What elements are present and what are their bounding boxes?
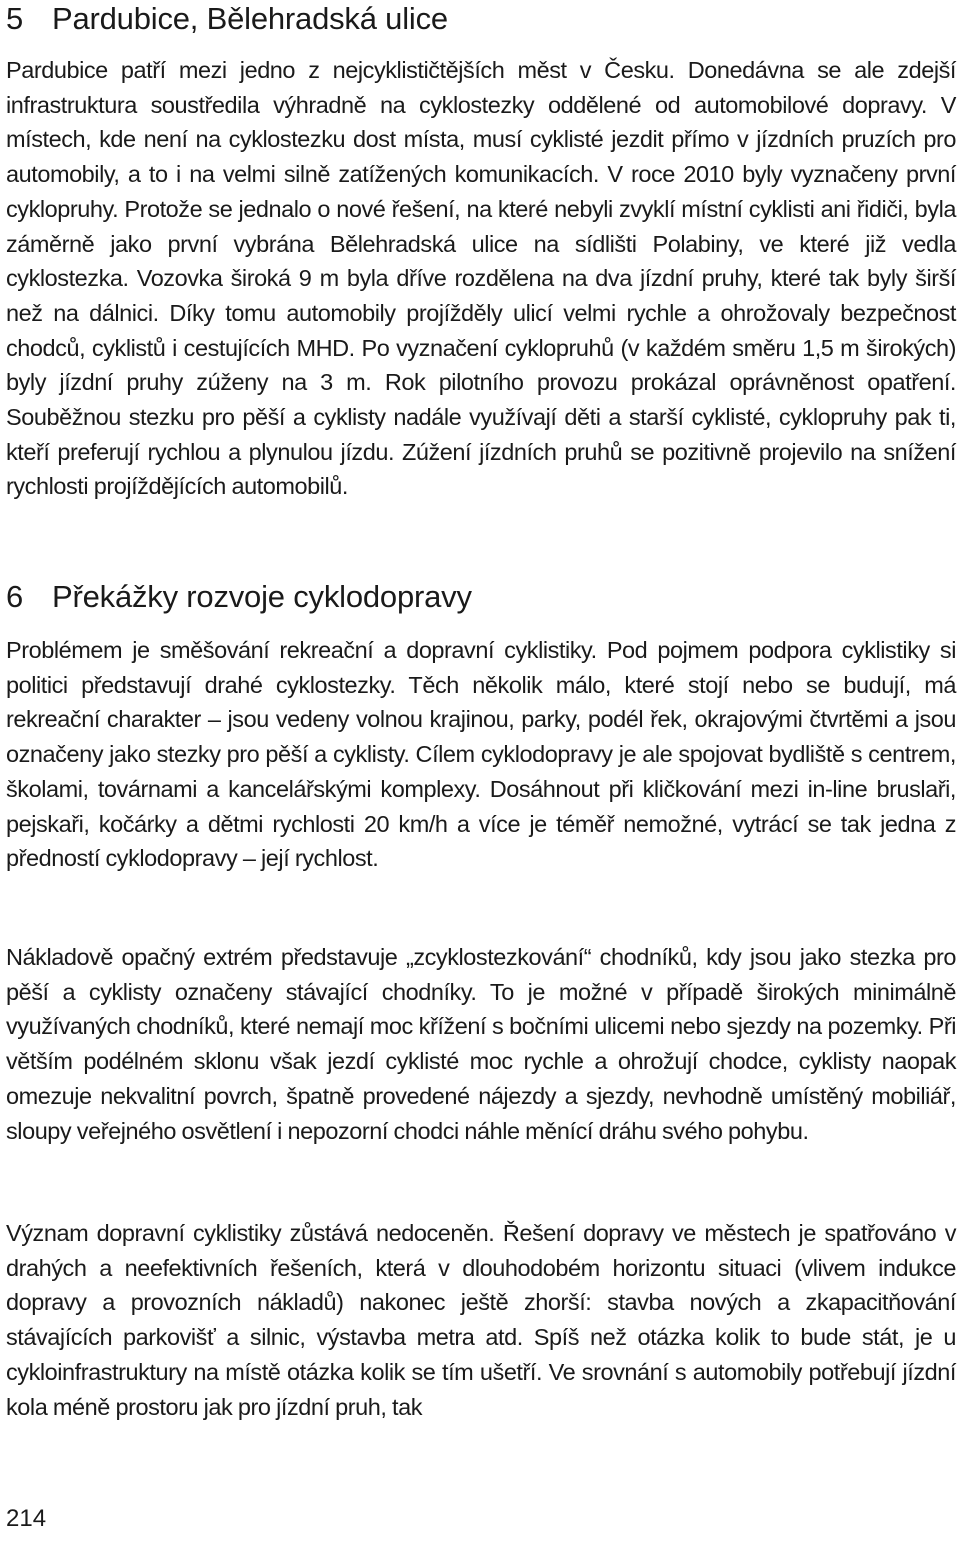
section-number: 5 — [6, 1, 24, 36]
paragraph: Nákladově opačný extrém představuje „zcyklostezkování“ chodníků, kdy jsou jako stezka pro pěší a cyklisty označeny stávající chodníky. To je možné v případě širokých minimálně využívaných chodníků, které nemají moc křížení s bočními ulicemi nebo sjezdy na pozemky. Při větším podélném sklonu však jezdí cyklisté moc rychle a ohrožují chodce, cyklisty naopak omezuje nekvalitní povrch, špatně provedené nájezdy a sjezdy, nevhodně umístěný mobiliář, sloupy veřejného osvětlení i nepozorní chodci náhle měnící dráhu svého pohybu. — [6, 944, 956, 1144]
paragraph: Význam dopravní cyklistiky zůstává nedoceněn. Řešení dopravy ve městech je spatřováno v drahých a neefektivních řešeních, která v dlouhodobém horizontu situaci (vlivem indukce dopravy a provozních nákladů) nakonec ještě zhorší: stavba nových a zkapacitňování stávajících parkovišť a silnic, výstavba metra atd. Spíš než otázka kolik to bude stát, je u cykloinfrastruktury na místě otázka kolik se tím ušetří. Ve srovnání s automobily potřebují jízdní kola méně prostoru jak pro jízdní pruh, tak — [6, 1220, 956, 1420]
section-title: Pardubice, Bělehradská ulice — [52, 1, 448, 36]
page-number: 214 — [6, 1505, 47, 1532]
section-title: Překážky rozvoje cyklodopravy — [52, 579, 472, 614]
section-heading-5 — [6, 0, 448, 38]
paragraph: Problémem je směšování rekreační a dopravní cyklistiky. Pod pojmem podpora cyklistiky si politici představují drahé cyklostezky. Těch několik málo, které stojí nebo se budují, má rekreační charakter – jsou vedeny volnou krajinou, parky, podél řek, okrajovými čtvrtěmi a jsou označeny jako stezky pro pěší a cyklisty. Cílem cyklodopravy je ale spojovat bydliště s centrem, školami, továrnami a kancelářskými komplexy. Dosáhnout při kličkování mezi in-line bruslaři, pejskaři, kočárky a dětmi rychlosti 20 km/h a více je téměř nemožné, vytrácí se tak jedna z předností cyklodopravy – její rychlost. — [6, 637, 956, 872]
paragraph: Pardubice patří mezi jedno z nejcyklističtějších měst v Česku. Donedávna se ale zdejší infrastruktura soustředila výhradně na cyklostezky oddělené od automobilové dopravy. V místech, kde není na cyklostezku dost místa, musí cyklisté jezdit přímo v jízdních pruzích pro automobily, a to i na velmi silně zatížených komunikacích. V roce 2010 byly vyznačeny první cyklopruhy. Protože se jednalo o nové řešení, na které nebyli zvyklí místní cyklisti ani řidiči, byla záměrně jako první vybrána Bělehradská ulice na sídlišti Polabiny, ve které již vedla cyklostezka. Vozovka široká 9 m byla dříve rozdělena na dva jízdní pruhy, které tak byly širší než na dálnici. Díky tomu automobily projížděly ulicí velmi rychle a ohrožovaly bezpečnost chodců, cyklistů i cestujících MHD. Po vyznačení cyklopruhů (v každém směru 1,5 m širokých) byly jízdní pruhy zúženy na 3 m. Rok pilotního provozu prokázal oprávněnost opatření. Souběžnou stezku pro pěší a cyklisty nadále využívají děti a starší cyklisté, cyklopruhy pak ti, kteří preferují rychlou a plynulou jízdu. Zúžení jízdních pruhů se pozitivně projevilo na snížení rychlosti projíždějících automobilů. — [6, 57, 956, 500]
section-heading-6 — [6, 578, 472, 616]
section-number: 6 — [6, 579, 24, 614]
